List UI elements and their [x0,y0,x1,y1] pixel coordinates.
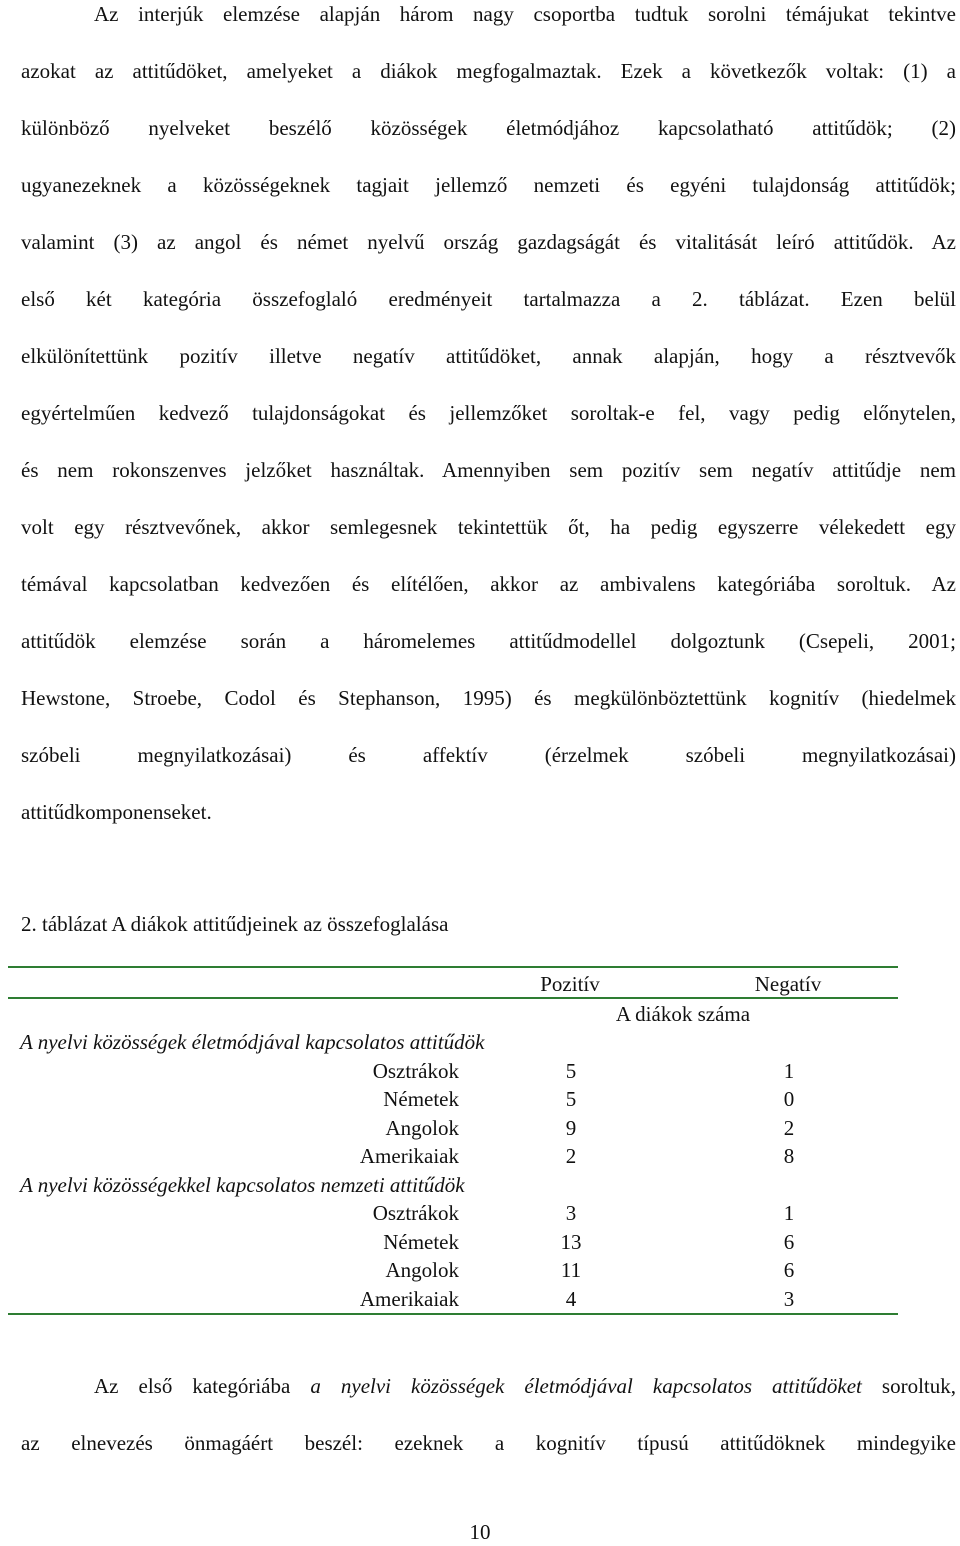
paragraph-line: és nem rokonszenves jelzőket használtak. Amennyiben sem pozitív sem negatív attitűdje nem [21,458,956,482]
row-positive-value: 5 [565,1059,577,1083]
row-label: Osztrákok [372,1059,459,1083]
paragraph-line: témával kapcsolatban kedvezően és elítélően, akkor az ambivalens kategóriába soroltuk. Az [21,572,956,596]
row-negative-value: 3 [783,1287,795,1311]
row-label: Amerikaiak [359,1144,459,1168]
page-number: 10 [469,1520,491,1544]
paragraph-line [21,1358,956,1415]
row-negative-value: 8 [783,1144,795,1168]
col-header-negative: Negatív [754,972,822,996]
header-rule [8,997,898,999]
paragraph-line: szóbeli megnyilatkozásai) és affektív (érzelmek szóbeli megnyilatkozásai) [21,743,956,767]
summary-table [8,966,898,1316]
paragraph-line: elkülönítettünk pozitív illetve negatív attitűdöket, annak alapján, hogy a résztvevők [21,344,956,368]
paragraph-line: egyértelműen kedvező tulajdonságokat és jellemzőket soroltak-e fel, vagy pedig előnytelen, [21,401,956,425]
row-negative-value: 6 [783,1258,795,1282]
paragraph-line: ugyanezeknek a közösségeknek tagjait jellemző nemzeti és egyéni tulajdonság attitűdök; [21,173,956,197]
paragraph-line: az elnevezés önmagáért beszél: ezeknek a kognitív típusú attitűdöknek mindegyike [21,1431,956,1455]
row-label: Angolok [385,1258,459,1282]
row-positive-value: 3 [565,1201,577,1225]
body-paragraph-2 [21,1358,956,1472]
subheader-student-count: A diákok száma [615,1002,751,1026]
body-paragraph-1 [21,0,956,841]
row-label: Amerikaiak [359,1287,459,1311]
row-label: Németek [383,1230,459,1254]
section-title: A nyelvi közösségekkel kapcsolatos nemzeti attitűdök [20,1173,465,1197]
row-label: Angolok [385,1116,459,1140]
row-label: Németek [383,1087,459,1111]
text-run: Az első kategóriába [94,1374,311,1398]
italic-term: a nyelvi közösségek életmódjával kapcsolatos attitűdöket [310,1374,862,1398]
row-label: Osztrákok [372,1201,459,1225]
col-header-positive: Pozitív [540,972,600,996]
paragraph-line: Az interjúk elemzése alapján három nagy csoportba tudtuk sorolni témájukat tekintve [94,2,956,26]
row-positive-value: 11 [560,1258,582,1282]
table-bottom-rule [8,1313,898,1315]
row-negative-value: 1 [783,1201,795,1225]
paragraph-line: attitűdök elemzése során a háromelemes attitűdmodellel dolgoztunk (Csepeli, 2001; [21,629,956,653]
row-negative-value: 6 [783,1230,795,1254]
paragraph-line: első két kategória összefoglaló eredményeit tartalmazza a 2. táblázat. Ezen belül [21,287,956,311]
text-run: soroltuk, [861,1374,956,1398]
row-positive-value: 13 [560,1230,582,1254]
section-title: A nyelvi közösségek életmódjával kapcsolatos attitűdök [20,1030,485,1054]
paragraph-line: azokat az attitűdöket, amelyeket a diákok megfogalmaztak. Ezek a következők voltak: (1) a [21,59,956,83]
row-negative-value: 0 [783,1087,795,1111]
paragraph-line: különböző nyelveket beszélő közösségek életmódjához kapcsolatható attitűdök; (2) [21,116,956,140]
paragraph-line: Hewstone, Stroebe, Codol és Stephanson, 1995) és megkülönböztettünk kognitív (hiedelmek [21,686,956,710]
table-caption: 2. táblázat A diákok attitűdjeinek az összefoglalása [21,912,449,936]
row-positive-value: 9 [565,1116,577,1140]
row-positive-value: 2 [565,1144,577,1168]
row-negative-value: 1 [783,1059,795,1083]
paragraph-line: volt egy résztvevőnek, akkor semlegesnek tekintettük őt, ha pedig egyszerre vélekedett egy [21,515,956,539]
row-positive-value: 4 [565,1287,577,1311]
row-positive-value: 5 [565,1087,577,1111]
paragraph-line: attitűdkomponenseket. [21,800,212,824]
row-negative-value: 2 [783,1116,795,1140]
paragraph-line: valamint (3) az angol és német nyelvű ország gazdagságát és vitalitását leíró attitűdök. Az [21,230,956,254]
table-top-rule [8,966,898,968]
